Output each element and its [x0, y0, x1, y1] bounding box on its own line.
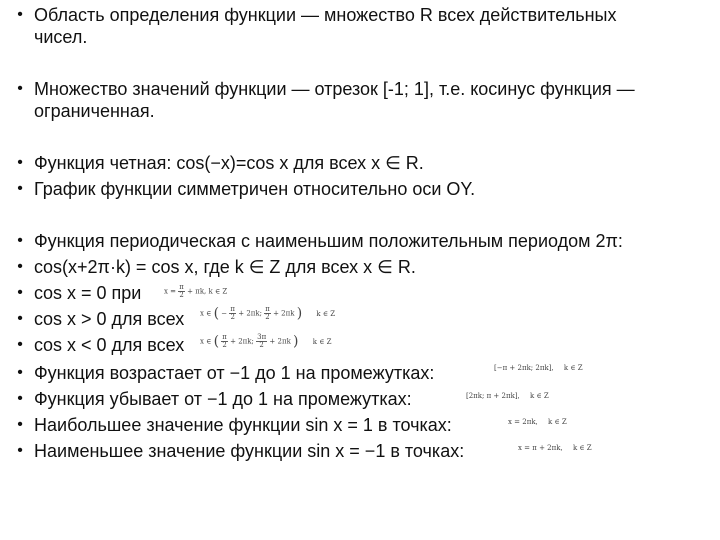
- bullet-dot: •: [17, 284, 23, 301]
- bullet-dot: •: [17, 390, 23, 407]
- bullet-text: Функция убывает от −1 до 1 на промежутках:: [34, 389, 412, 409]
- formula-part: k ∈ Z: [572, 444, 592, 452]
- bullet-text: Область определения функции — множество R всех действительных: [34, 5, 617, 25]
- paren-open: (: [213, 305, 220, 322]
- bullet-range: [0, 78, 720, 122]
- bullet-text-continuation: ограниченная.: [34, 101, 155, 121]
- bullet-dot: •: [17, 442, 23, 459]
- bullet-domain: [0, 4, 720, 48]
- formula-increasing: [494, 364, 583, 373]
- bullet-minimum: [0, 440, 720, 462]
- bullet-dot: •: [17, 258, 23, 275]
- formula-part: x = 2πk,: [508, 418, 538, 426]
- formula-part: [2πk; π + 2πk],: [466, 392, 520, 400]
- bullet-dot: •: [17, 232, 23, 249]
- bullet-text: Множество значений функции — отрезок [-1; 1], т.е. косинус функция —: [34, 79, 635, 99]
- bullet-dot: •: [17, 364, 23, 381]
- fraction: [229, 306, 236, 321]
- paren-open: (: [213, 333, 220, 350]
- fraction: [221, 334, 228, 349]
- formula-negative: [200, 334, 332, 349]
- formula-part: x ∈: [200, 309, 212, 318]
- bullet-text: cos x < 0 для всех: [34, 335, 185, 355]
- formula-part: k ∈ Z: [530, 392, 549, 400]
- fraction-numerator: π: [265, 305, 270, 313]
- formula-minimum: [518, 444, 592, 453]
- fraction-denominator: 2: [230, 313, 235, 321]
- formula-part: k ∈ Z: [316, 309, 336, 318]
- fraction-denominator: 2: [265, 313, 270, 321]
- bullet-text: График функции симметричен относительно оси OY.: [34, 179, 476, 199]
- bullet-negative: [0, 334, 720, 356]
- bullet-positive: [0, 305, 720, 330]
- formula-part: k ∈ Z: [563, 364, 583, 372]
- bullet-text: Функция возрастает от −1 до 1 на промежутках:: [34, 363, 435, 383]
- bullet-dot: •: [17, 310, 23, 327]
- formula-part: k ∈ Z: [548, 418, 567, 426]
- bullet-text-continuation: чисел.: [34, 27, 88, 47]
- fraction-denominator: 2: [222, 341, 227, 349]
- bullet-dot: •: [17, 154, 23, 171]
- bullet-zeros: [0, 282, 720, 304]
- fraction: [264, 306, 271, 321]
- bullet-increasing: [0, 362, 720, 384]
- bullet-text: Наименьшее значение функции sin x = −1 в точках:: [34, 441, 465, 461]
- formula-part: + πk, k ∈ Z: [187, 287, 228, 296]
- bullet-symmetry: [0, 178, 720, 200]
- bullet-text: Наибольшее значение функции sin x = 1 в точках:: [34, 415, 452, 435]
- bullet-periodic: [0, 230, 720, 252]
- bullet-dot: •: [17, 416, 23, 433]
- fraction-denominator: 2: [179, 291, 184, 299]
- fraction-numerator: π: [179, 283, 184, 291]
- fraction-numerator: π: [230, 305, 236, 313]
- bullet-decreasing: [0, 388, 720, 410]
- fraction: [178, 284, 185, 299]
- formula-part: k ∈ Z: [312, 337, 332, 346]
- bullet-maximum: [0, 414, 720, 436]
- formula-positive: [200, 306, 335, 321]
- bullet-text: cos(x+2π·k) = cos x, где k ∈ Z для всех x ∈ R.: [34, 257, 416, 277]
- formula-part: x ∈: [200, 337, 212, 346]
- formula-part: + 2πk: [273, 309, 295, 318]
- bullet-dot: •: [17, 80, 23, 97]
- paren-close: ): [293, 333, 299, 350]
- bullet-dot: •: [17, 336, 23, 353]
- bullet-text: cos x = 0 при: [34, 283, 142, 303]
- formula-decreasing: [466, 392, 549, 401]
- formula-part: x =: [164, 287, 177, 296]
- formula-zeros: [164, 284, 227, 299]
- minus-sign: −: [221, 309, 228, 318]
- bullet-period-formula: [0, 256, 720, 278]
- bullet-text: Функция четная: cos(−x)=cos x для всех x ∈ R.: [34, 153, 424, 173]
- bullet-text: Функция периодическая с наименьшим положительным периодом 2π:: [34, 231, 623, 251]
- bullet-dot: •: [17, 180, 23, 197]
- fraction-denominator: 2: [259, 341, 264, 349]
- bullet-dot: •: [17, 6, 23, 23]
- formula-part: [−π + 2πk; 2πk],: [494, 364, 554, 372]
- formula-part: + 2πk;: [238, 309, 262, 318]
- fraction-numerator: 3π: [257, 333, 267, 341]
- fraction-numerator: π: [222, 333, 227, 341]
- paren-close: ): [296, 305, 303, 322]
- formula-part: x = π + 2πk,: [518, 444, 563, 452]
- fraction: [256, 334, 267, 349]
- bullet-text: cos x > 0 для всех: [34, 309, 185, 329]
- formula-maximum: [508, 418, 567, 427]
- formula-part: + 2πk;: [230, 337, 254, 346]
- bullet-even: [0, 152, 720, 174]
- formula-part: + 2πk: [269, 337, 291, 346]
